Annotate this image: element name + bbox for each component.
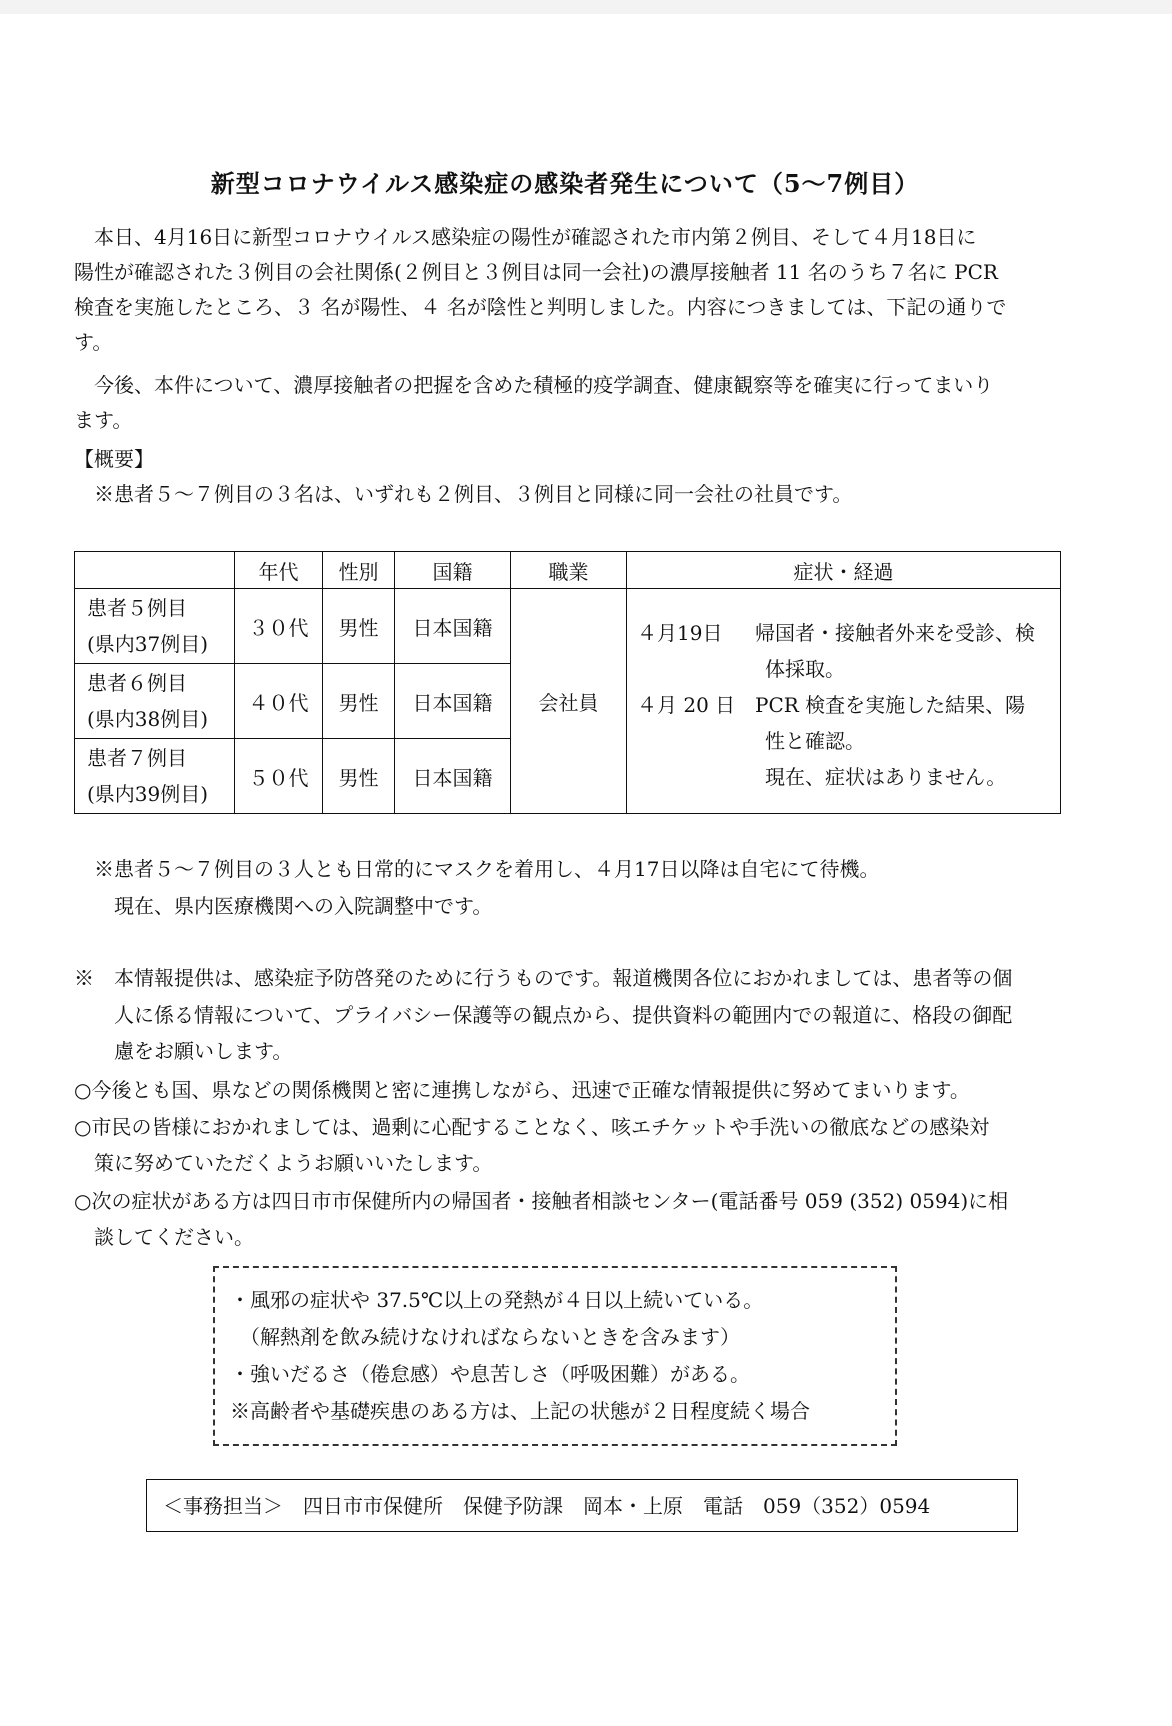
notice-line: ○次の症状がある方は四日市市保健所内の帰国者・接触者相談センター(電話番号 059 (352) 0594)に相 <box>74 1189 1009 1213</box>
symptom-line: ・強いだるさ（倦怠感）や息苦しさ（呼吸困難）がある。 <box>230 1362 750 1386</box>
patient-label: 患者７例目 <box>87 746 187 770</box>
intro-line: ます。 <box>74 408 133 432</box>
symptom-line: （解熱剤を飲み続けなければならないときを含みます） <box>230 1325 740 1349</box>
progress-text-cont: 性と確認。 <box>765 729 865 753</box>
intro-line: 検査を実施したところ、３ 名が陽性、４ 名が陰性と判明しました。内容につきましては、下記の通りで <box>74 295 1007 319</box>
contact-box: ＜事務担当＞ 四日市市保健所 保健予防課 岡本・上原 電話 059（352）0594 <box>146 1479 1018 1532</box>
intro-line: 陽性が確認された３例目の会社関係(２例目と３例目は同一会社)の濃厚接触者 11 名のうち７名に PCR <box>74 260 998 284</box>
notice-line: 策に努めていただくようお願いいたします。 <box>74 1151 493 1175</box>
intro-line: 本日、4月16日に新型コロナウイルス感染症の陽性が確認された市内第２例目、そして４月18日に <box>74 225 977 249</box>
header-cell: 職業 <box>511 552 627 589</box>
notice-line: 談してください。 <box>74 1225 254 1249</box>
progress-cell <box>627 589 1061 814</box>
occupation-cell: 会社員 <box>511 589 627 814</box>
table-row <box>75 589 1061 664</box>
progress-entry <box>637 615 1052 651</box>
progress-date: ４月19日 <box>637 621 723 645</box>
after-note-line: ※患者５～７例目の３人とも日常的にマスクを着用し、４月17日以降は自宅にて待機。 <box>94 857 880 881</box>
page-title: 新型コロナウイルス感染症の感染者発生について（5～7例目） <box>210 169 920 198</box>
age-cell: ４０代 <box>235 664 323 739</box>
top-bar <box>0 0 1172 14</box>
nationality-cell: 日本国籍 <box>395 739 511 814</box>
notice-line: ※ 本情報提供は、感染症予防啓発のために行うものです。報道機関各位におかれましては、患者等の個 <box>74 966 1013 990</box>
patient-cell <box>75 664 235 739</box>
intro-line: 今後、本件について、濃厚接触者の把握を含めた積極的疫学調査、健康観察等を確実に行ってまいり <box>74 373 994 397</box>
progress-text: 帰国者・接触者外来を受診、検 <box>755 621 1035 645</box>
patient-cell <box>75 589 235 664</box>
progress-current: 現在、症状はありません。 <box>765 765 1007 789</box>
header-cell <box>75 552 235 589</box>
after-note-line: 現在、県内医療機関への入院調整中です。 <box>94 894 493 918</box>
table-header-row <box>75 552 1061 589</box>
cases-table <box>74 551 1061 814</box>
sex-cell: 男性 <box>323 739 395 814</box>
intro-line: す。 <box>74 330 113 354</box>
progress-date: ４月 20 日 <box>637 693 736 717</box>
patient-label: 患者６例目 <box>87 671 187 695</box>
sex-cell: 男性 <box>323 589 395 664</box>
symptom-line: ※高齢者や基礎疾患のある方は、上記の状態が２日程度続く場合 <box>230 1399 810 1423</box>
patient-label: 患者５例目 <box>87 596 187 620</box>
progress-text-cont: 体採取。 <box>765 657 845 681</box>
progress-text: PCR 検査を実施した結果、陽 <box>755 693 1026 717</box>
notice-line: ○今後とも国、県などの関係機関と密に連携しながら、迅速で正確な情報提供に努めてまいります。 <box>74 1078 970 1102</box>
age-cell: ５０代 <box>235 739 323 814</box>
notice-line: 慮をお願いします。 <box>74 1039 293 1063</box>
header-cell: 性別 <box>323 552 395 589</box>
header-cell: 年代 <box>235 552 323 589</box>
sex-cell: 男性 <box>323 664 395 739</box>
notice-line: 人に係る情報について、プライバシー保護等の観点から、提供資料の範囲内での報道に、格段の御配 <box>74 1003 1013 1027</box>
symptom-line: ・風邪の症状や 37.5℃以上の発熱が４日以上続いている。 <box>230 1288 764 1312</box>
summary-heading: 【概要】 <box>74 447 154 471</box>
nationality-cell: 日本国籍 <box>395 664 511 739</box>
header-cell: 症状・経過 <box>627 552 1061 589</box>
summary-note: ※患者５～７例目の３名は、いずれも２例目、３例目と同様に同一会社の社員です。 <box>94 482 853 506</box>
prefecture-case-label: (県内39例目) <box>87 782 209 806</box>
age-cell: ３０代 <box>235 589 323 664</box>
nationality-cell: 日本国籍 <box>395 589 511 664</box>
prefecture-case-label: (県内37例目) <box>87 632 209 656</box>
header-cell: 国籍 <box>395 552 511 589</box>
prefecture-case-label: (県内38例目) <box>87 707 209 731</box>
notice-line: ○市民の皆様におかれましては、過剰に心配することなく、咳エチケットや手洗いの徹底などの感染対 <box>74 1115 990 1139</box>
progress-entry <box>637 687 1052 723</box>
patient-cell <box>75 739 235 814</box>
